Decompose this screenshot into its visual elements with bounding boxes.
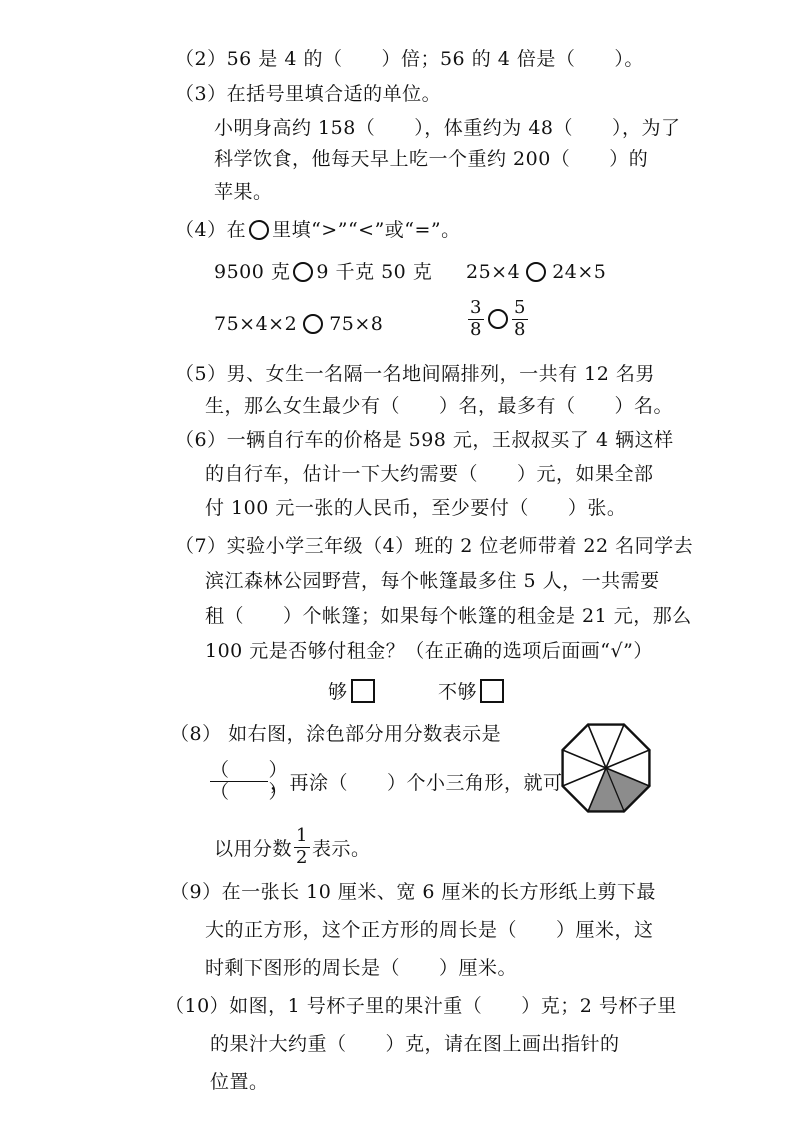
answer-circle[interactable] xyxy=(303,314,323,334)
q3-line-1: 小明身高约 158（ ），体重约为 48（ ），为了 xyxy=(214,117,681,139)
compare-circle-icon xyxy=(249,220,269,240)
q8-blank-den: （ ） xyxy=(210,781,289,803)
q4-c2-right: 24×5 xyxy=(552,261,607,283)
frac-left-den: 8 xyxy=(468,319,484,340)
q9-line-3: 时剩下图形的周长是（ ）厘米。 xyxy=(205,957,518,979)
q3-line-3: 苹果。 xyxy=(214,181,273,203)
q10-line-2: 的果汁大约重（ ）克，请在图上画出指针的 xyxy=(210,1033,620,1055)
q7-option-yes xyxy=(328,679,375,704)
q4-title-b: 里填“>”“<”或“=”。 xyxy=(272,219,461,241)
q7-line-4: 100 元是否够付租金？（在正确的选项后面画“√”） xyxy=(205,640,653,662)
q4-c1-right: 9 千克 50 克 xyxy=(316,261,433,283)
q8-line-2-rest: ，再涂（ ）个小三角形，就可 xyxy=(270,772,563,794)
q9-line-1: （9）在一张长 10 厘米、宽 6 厘米的长方形纸上剪下最 xyxy=(170,881,657,903)
q7-line-3: 租（ ）个帐篷；如果每个帐篷的租金是 21 元，那么 xyxy=(205,605,692,627)
q3-line-2: 科学饮食，他每天早上吃一个重约 200（ ）的 xyxy=(214,148,649,170)
answer-circle[interactable] xyxy=(526,262,546,282)
q2-line: （2）56 是 4 的（ ）倍；56 的 4 倍是（ ）。 xyxy=(175,48,644,70)
half-den: 2 xyxy=(294,847,310,868)
q4-c1-left: 9500 克 xyxy=(214,261,291,283)
q9-line-2: 大的正方形，这个正方形的周长是（ ）厘米，这 xyxy=(205,919,654,941)
triangle xyxy=(606,725,649,768)
half-num: 1 xyxy=(296,825,308,846)
q7-line-2: 滨江森林公园野营，每个帐篷最多住 5 人，一共需要 xyxy=(205,570,660,592)
fraction-left xyxy=(468,298,484,341)
q4-title xyxy=(175,218,461,242)
q8-blank-num: （ ） xyxy=(210,759,289,781)
half-fraction xyxy=(294,826,310,869)
q4-compare-3 xyxy=(214,312,383,336)
q8-line-3 xyxy=(214,826,371,869)
frac-right-num: 5 xyxy=(514,297,526,318)
fraction-right xyxy=(512,298,528,341)
triangle xyxy=(563,750,606,786)
q6-line-2: 的自行车，估计一下大约需要（ ）元，如果全部 xyxy=(205,463,654,485)
q7-line-1: （7）实验小学三年级（4）班的 2 位老师带着 22 名同学去 xyxy=(175,535,694,557)
q8-line-3-b: 表示。 xyxy=(312,838,371,860)
q4-compare-2 xyxy=(466,260,606,284)
frac-left-num: 3 xyxy=(470,297,482,318)
frac-right-den: 8 xyxy=(512,319,528,340)
q8-answer-fraction[interactable] xyxy=(210,759,289,803)
triangle xyxy=(563,725,606,768)
q4-c2-left: 25×4 xyxy=(466,261,521,283)
option-yes-checkbox[interactable] xyxy=(351,679,375,703)
triangle xyxy=(588,725,624,768)
q4-title-a: （4）在 xyxy=(175,219,247,241)
q3-title: （3）在括号里填合适的单位。 xyxy=(175,83,442,105)
q8-line-2 xyxy=(208,760,563,803)
q8-line-1: （8） 如右图，涂色部分用分数表示是 xyxy=(170,723,502,745)
q5-line-2: 生，那么女生最少有（ ）名，最多有（ ）名。 xyxy=(205,395,674,417)
octagon-figure xyxy=(556,718,656,818)
q5-line-1: （5）男、女生一名隔一名地间隔排列，一共有 12 名男 xyxy=(175,363,655,385)
q7-option-no xyxy=(438,679,504,704)
q6-line-3: 付 100 元一张的人民币，至少要付（ ）张。 xyxy=(205,497,627,519)
q4-c3-left: 75×4×2 xyxy=(214,313,298,335)
q6-line-1: （6）一辆自行车的价格是 598 元，王叔叔买了 4 辆这样 xyxy=(175,429,674,451)
option-no-checkbox[interactable] xyxy=(480,679,504,703)
q4-compare-1 xyxy=(214,260,432,284)
q4-compare-4 xyxy=(466,298,530,341)
answer-circle[interactable] xyxy=(488,309,508,329)
option-yes-label: 够 xyxy=(328,681,348,703)
q10-line-3: 位置。 xyxy=(210,1071,269,1093)
q8-line-3-a: 以用分数 xyxy=(214,838,293,860)
option-no-label: 不够 xyxy=(438,681,478,703)
q10-line-1: （10）如图，1 号杯子里的果汁重（ ）克；2 号杯子里 xyxy=(165,995,677,1017)
q4-c3-right: 75×8 xyxy=(329,313,384,335)
answer-circle[interactable] xyxy=(293,262,313,282)
